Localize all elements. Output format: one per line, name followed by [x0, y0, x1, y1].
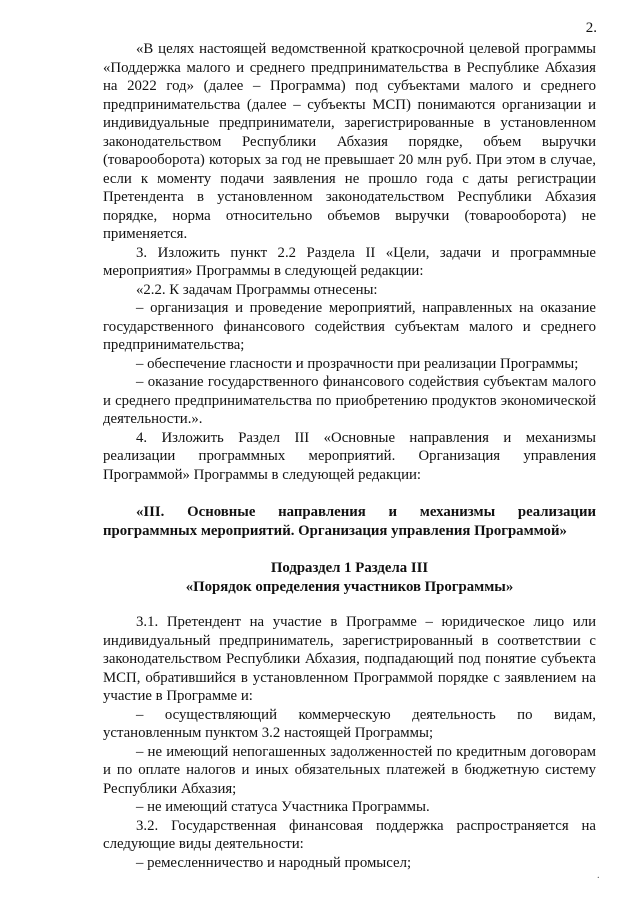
list-item-financial-support: – оказание государственного финансового содействия субъектам малого и среднего предпринимательства по приобретению продуктов экономической деятельности.». [103, 374, 596, 427]
paragraph-3-1: 3.1. Претендент на участие в Программе – юридическое лицо или индивидуальный предприниматель, зарегистрированный в соответствии с законодательством Республики Абхазия, подпадающий под понятие субъекта МСП, обратившийся в установленном Программой порядке с заявлением на участие в Программе и: [103, 614, 596, 704]
list-item-crafts: – ремесленничество и народный промысел; [136, 854, 412, 871]
list-item-no-status: – не имеющий статуса Участника Программы. [136, 799, 430, 815]
paragraph-msp-definition: «В целях настоящей ведомственной краткосрочной целевой программы «Поддержка малого и среднего предпринимательства в Республике Абхазия на 2022 год» (далее – Программа) под субъектами малого и среднего предпринимательства (далее – субъекты МСП) понимаются организации и индивидуальные предприниматели, зарегистрированные в установленном законодательством Республики Абхазия порядке, объем выручки (товарооборота) которых за год не превышает 20 млн руб. При этом в случае, если к моменту подачи заявления не прошло года с даты регистрации Претендента в установленном законодательством Республики Абхазия порядке, норма относительно объемов выручки (товарооборота) не применяется. [103, 41, 596, 242]
page-number: 2. [585, 20, 597, 36]
paragraph-3-2: 3.2. Государственная финансовая поддержка распространяется на следующие виды деятельности: [103, 817, 596, 852]
subsection-title: Подраздел 1 Раздела III [270, 560, 429, 576]
list-item-events: – организация и проведение мероприятий, направленных на оказание государственного финансового содействия субъектам малого и среднего предпринимательства; [103, 300, 596, 353]
section-heading: «III. Основные направления и механизмы реализации программных мероприятий. Организация управления Программой» [103, 504, 596, 539]
spacer [103, 596, 596, 613]
paragraph-item-3: 3. Изложить пункт 2.2 Раздела II «Цели, задачи и программные мероприятия» Программы в следующей редакции: [103, 244, 596, 279]
list-item-commercial-activity: – осуществляющий коммерческую деятельность по видам, установленным пунктом 3.2 настоящей Программы; [103, 706, 596, 741]
spacer [103, 484, 596, 503]
paragraph-item-4: 4. Изложить Раздел III «Основные направления и механизмы реализации программных мероприятий. Организация управления Программой» Программы в следующей редакции: [103, 429, 596, 483]
subsection-subtitle: «Порядок определения участников Программы» [185, 578, 514, 595]
scan-mark: · [596, 872, 600, 884]
spacer [103, 540, 596, 559]
list-item-transparency: – обеспечение гласности и прозрачности при реализации Программы; [136, 355, 579, 372]
list-item-no-debts: – не имеющий непогашенных задолженностей по кредитным договорам и по оплате налогов и иных обязательных платежей в бюджетную систему Республики Абхазия; [103, 743, 596, 797]
paragraph-tasks-intro: «2.2. К задачам Программы отнесены: [136, 281, 378, 298]
